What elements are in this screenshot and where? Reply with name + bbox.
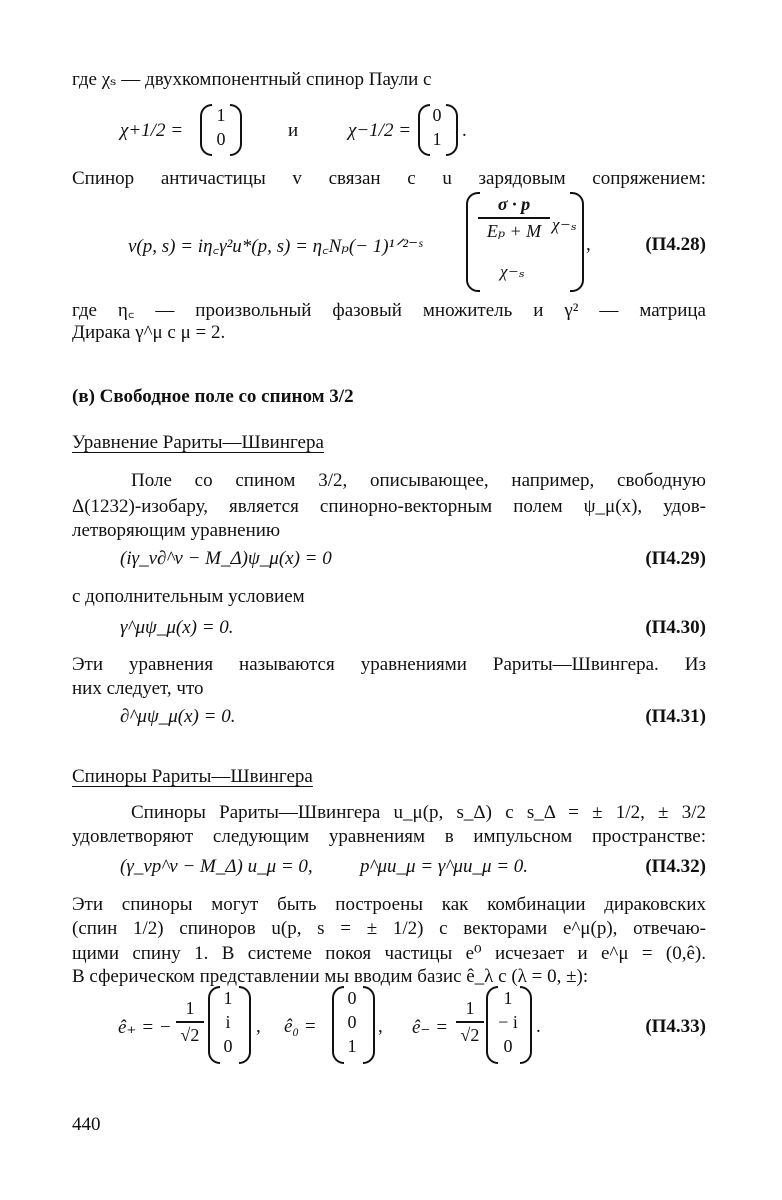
paragraph-line: удовлетворяют следующим уравнениям в импульсном пространстве: [72, 826, 706, 847]
chi-plus-vector: 1 0 [216, 105, 226, 149]
paragraph-line: с дополнительным условием [72, 586, 305, 607]
comma: , [586, 234, 591, 255]
equation-p4-30: γ^μψ_μ(x) = 0. [120, 617, 234, 638]
equation-p4-32-second: p^μu_μ = γ^μu_μ = 0. [360, 856, 529, 877]
equation-number-p4-28: (П4.28) [645, 234, 706, 255]
text-line-phase: где η꜀ — произвольный фазовый множитель и γ² — матрица [72, 300, 706, 321]
left-paren [200, 104, 212, 156]
paragraph-line: (спин 1/2) спиноров u(p, s = ± 1/2) с векторами e^μ(p), отвечаю- [72, 918, 706, 939]
subheading-rarita-schwinger-spinors: Спиноры Рариты—Швингера [72, 766, 313, 787]
paragraph-line: них следует, что [72, 678, 204, 699]
chi-minus-label: χ−1/2 = [348, 120, 412, 141]
paragraph-line: Эти спиноры могут быть построены как комбинации дираковских [72, 894, 706, 915]
right-paren [520, 986, 532, 1064]
text-line-chi: где χₛ — двухкомпонентный спинор Паули с [72, 69, 432, 90]
e-minus-label: ê₋ = [412, 1017, 449, 1038]
e-zero-vector: 0 0 1 [347, 988, 357, 1056]
section-heading: (в) Свободное поле со спином 3/2 [72, 386, 354, 407]
left-paren [418, 104, 430, 156]
comma: , [256, 1016, 261, 1037]
fraction-sigma-p: σ · p Eₚ + M [478, 194, 550, 242]
and-word: и [288, 120, 299, 141]
equation-p4-29: (iγ_ν∂^ν − M_Δ)ψ_μ(x) = 0 [120, 548, 332, 569]
right-paren [230, 104, 242, 156]
subheading-rarita-schwinger-equation: Уравнение Рариты—Швингера [72, 432, 324, 453]
right-paren [239, 986, 251, 1064]
right-paren [446, 104, 458, 156]
e-minus-vector: 1 − i 0 [498, 988, 518, 1056]
equation-p4-28-left: v(p, s) = iη꜀γ²u*(p, s) = η꜀Nₚ(− 1)¹ᐟ²⁻ˢ [128, 236, 423, 257]
e-plus-vector: 1 i 0 [223, 988, 233, 1056]
paragraph-line: Спиноры Рариты—Швингера u_μ(p, s_Δ) с s_Δ = ± 1/2, ± 3/2 [131, 802, 706, 823]
equation-number-p4-32: (П4.32) [645, 856, 706, 877]
equation-p4-32-first: (γ_νp^ν − M_Δ) u_μ = 0, [120, 856, 313, 877]
equation-p4-31: ∂^μψ_μ(x) = 0. [120, 706, 236, 727]
fraction-one-over-sqrt2: 1 √2 [456, 998, 484, 1046]
e-zero-label: ê₀ = [284, 1016, 317, 1037]
paragraph-line: Поле со спином 3/2, описывающее, например, свободную [131, 470, 706, 491]
paragraph-line: щими спину 1. В системе покоя частицы e⁰ исчезает и e^μ = (0,ê). [72, 943, 706, 964]
equation-number-p4-31: (П4.31) [645, 706, 706, 727]
text-line-dirac: Дирака γ^μ с μ = 2. [72, 322, 226, 343]
chi-minus-vector: 0 1 [432, 105, 442, 149]
period: . [536, 1016, 541, 1037]
chi-minus-s: χ−ₛ [552, 215, 577, 234]
right-paren [363, 986, 375, 1064]
page-number: 440 [72, 1114, 101, 1135]
period: . [462, 120, 467, 141]
fraction-one-over-sqrt2: 1 √2 [176, 998, 204, 1046]
chi-plus-label: χ+1/2 = [120, 120, 184, 141]
e-plus-label: ê₊ = − [118, 1017, 172, 1038]
paragraph-line: летворяющим уравнению [72, 520, 281, 541]
paragraph-line: Δ(1232)-изобару, является спинорно-векторным полем ψ_μ(x), удов- [72, 496, 706, 517]
right-paren-large [570, 192, 584, 292]
text-line-antiparticle: Спинор античастицы v связан с u зарядовым сопряжением: [72, 168, 706, 189]
paragraph-line: Эти уравнения называются уравнениями Рариты—Швингера. Из [72, 654, 706, 675]
paragraph-line: В сферическом представлении мы вводим базис ê_λ с (λ = 0, ±): [72, 966, 589, 987]
equation-number-p4-33: (П4.33) [645, 1016, 706, 1037]
equation-number-p4-29: (П4.29) [645, 548, 706, 569]
chi-minus-s-lower: χ−ₛ [500, 262, 525, 281]
equation-number-p4-30: (П4.30) [645, 617, 706, 638]
comma: , [378, 1016, 383, 1037]
